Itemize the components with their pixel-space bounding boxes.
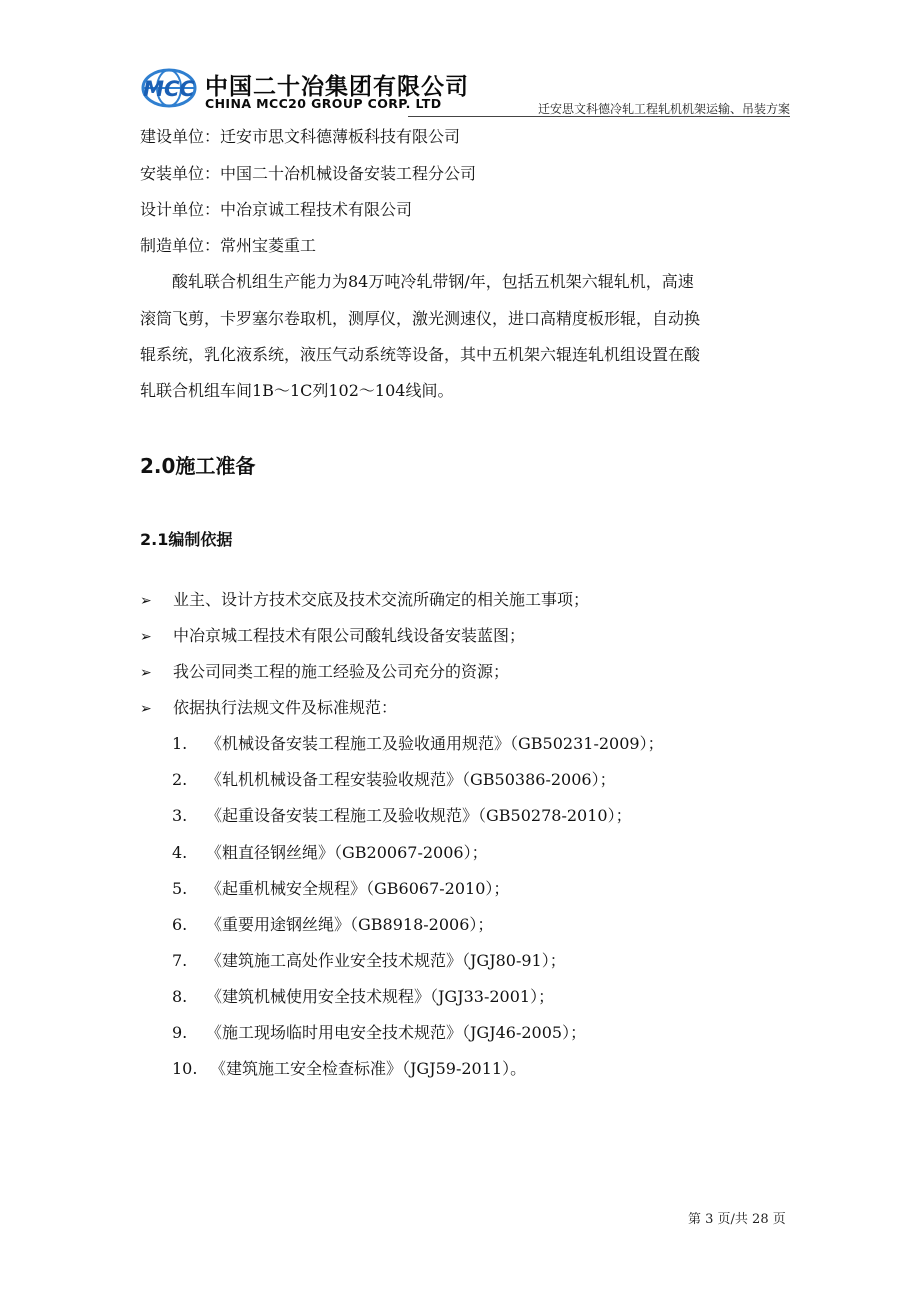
standard-item bbox=[172, 767, 616, 790]
page-number: 第 3 页/共 28 页 bbox=[688, 1212, 786, 1227]
standard-number: 1. bbox=[172, 734, 188, 753]
standard-number: 7. bbox=[172, 951, 188, 970]
standard-number: 4. bbox=[172, 843, 188, 862]
unit-owner: 建设单位：迁安市思文科德薄板科技有限公司 bbox=[140, 127, 461, 146]
subsection-heading: 2.1编制依据 bbox=[140, 530, 233, 549]
company-name-en: CHINA MCC20 GROUP CORP. LTD bbox=[205, 96, 442, 111]
standard-number: 2. bbox=[172, 770, 188, 789]
standard-text: 《轧机机械设备工程安装验收规范》（GB50386-2006）； bbox=[206, 770, 616, 789]
list-item-text: 依据执行法规文件及标准规范： bbox=[173, 698, 398, 717]
standard-text: 《建筑施工安全检查标准》（JGJ59-2011）。 bbox=[210, 1059, 527, 1078]
paragraph-line: 滚筒飞剪，卡罗塞尔卷取机，测厚仪，激光测速仪，进口高精度板形辊，自动换 bbox=[140, 309, 701, 328]
arrow-bullet-icon: ➢ bbox=[140, 665, 152, 681]
standard-number: 3. bbox=[172, 806, 188, 825]
company-name-cn: 中国二十冶集团有限公司 bbox=[205, 74, 469, 100]
list-item bbox=[140, 695, 397, 718]
paragraph-line: 轧联合机组车间1B～1C列102～104线间。 bbox=[140, 381, 454, 400]
standard-number: 9. bbox=[172, 1023, 188, 1042]
unit-manufacturer: 制造单位：常州宝菱重工 bbox=[140, 236, 317, 255]
standard-text: 《重要用途钢丝绳》（GB8918-2006）； bbox=[206, 915, 494, 934]
standard-number: 5. bbox=[172, 879, 188, 898]
standard-text: 《施工现场临时用电安全技术规范》（JGJ46-2005）； bbox=[206, 1023, 587, 1042]
standard-text: 《机械设备安装工程施工及验收通用规范》（GB50231-2009）； bbox=[206, 734, 664, 753]
section-heading: 2.0施工准备 bbox=[140, 454, 256, 478]
standard-text: 《粗直径钢丝绳》（GB20067-2006）； bbox=[206, 843, 488, 862]
arrow-bullet-icon: ➢ bbox=[140, 629, 152, 645]
standard-item bbox=[172, 948, 566, 971]
list-item-text: 中冶京城工程技术有限公司酸轧线设备安装蓝图； bbox=[173, 626, 526, 645]
standard-item bbox=[172, 912, 493, 935]
standard-item bbox=[172, 876, 509, 899]
page-header bbox=[0, 0, 920, 120]
list-item-text: 业主、设计方技术交底及技术交流所确定的相关施工事项； bbox=[173, 590, 590, 609]
unit-installer: 安装单位：中国二十冶机械设备安装工程分公司 bbox=[140, 164, 477, 183]
standard-text: 《起重设备安装工程施工及验收规范》（GB50278-2010）； bbox=[206, 806, 632, 825]
standard-item bbox=[172, 1056, 526, 1079]
standard-text: 《起重机械安全规程》（GB6067-2010）； bbox=[206, 879, 510, 898]
header-divider bbox=[408, 116, 790, 117]
logo-letters: MCC bbox=[143, 77, 195, 101]
mcc-logo-icon bbox=[138, 66, 200, 110]
standard-item bbox=[172, 731, 664, 754]
standard-number: 8. bbox=[172, 987, 188, 1006]
standard-number: 10. bbox=[172, 1059, 198, 1078]
list-item bbox=[140, 659, 509, 682]
list-item bbox=[140, 623, 525, 646]
document-title: 迁安思文科德冷轧工程轧机机架运输、吊装方案 bbox=[537, 102, 790, 116]
arrow-bullet-icon: ➢ bbox=[140, 593, 152, 609]
standard-text: 《建筑施工高处作业安全技术规范》（JGJ80-91）； bbox=[206, 951, 566, 970]
standard-item bbox=[172, 1020, 586, 1043]
standard-item bbox=[172, 803, 632, 826]
standard-number: 6. bbox=[172, 915, 188, 934]
unit-designer: 设计单位：中冶京诚工程技术有限公司 bbox=[140, 200, 413, 219]
standard-text: 《建筑机械使用安全技术规程》（JGJ33-2001）； bbox=[206, 987, 555, 1006]
standard-item bbox=[172, 840, 488, 863]
standard-item bbox=[172, 984, 554, 1007]
list-item bbox=[140, 587, 589, 610]
list-item-text: 我公司同类工程的施工经验及公司充分的资源； bbox=[173, 662, 510, 681]
paragraph-line: 酸轧联合机组生产能力为84万吨冷轧带钢/年，包括五机架六辊轧机，高速 bbox=[172, 272, 694, 291]
paragraph-line: 辊系统，乳化液系统，液压气动系统等设备，其中五机架六辊连轧机组设置在酸 bbox=[140, 345, 701, 364]
arrow-bullet-icon: ➢ bbox=[140, 701, 152, 717]
